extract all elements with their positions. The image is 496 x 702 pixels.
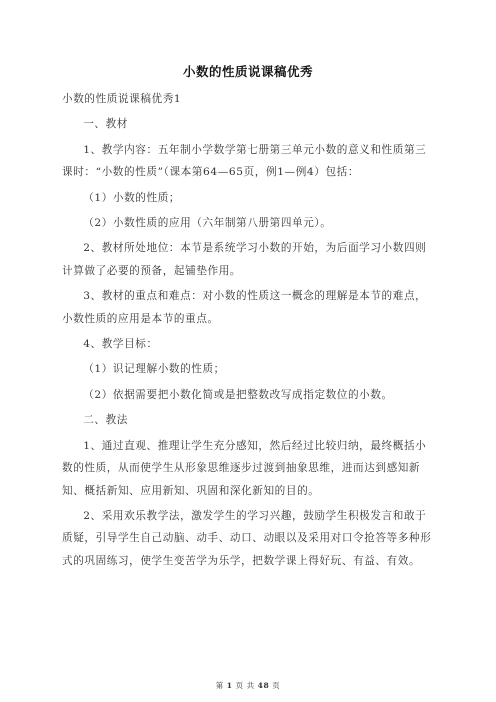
page-footer xyxy=(0,680,496,691)
paragraph: 1、通过直观、推理让学生充分感知，然后经过比较归纳，最终概括小数的性质，从而使学生从形象思维逐步过渡到抽象思维，进而达到感知新知、概括新知、应用新知、巩固和深化新知的目的。 xyxy=(62,439,427,497)
footer-page-number: 1 xyxy=(226,681,233,690)
paragraph: 3、教材的重点和难点：对小数的性质这一概念的理解是本节的难点，小数性质的应用是本节的重点。 xyxy=(62,290,427,325)
footer-total-pages: 48 xyxy=(257,681,270,690)
paragraph: 2、教材所处地位：本节是系统学习小数的开始，为后面学习小数四则计算做了必要的预备，起铺垫作用。 xyxy=(62,242,427,277)
paragraph: 一、教材 xyxy=(83,118,128,131)
paragraph: （1）小数的性质； xyxy=(83,191,181,204)
footer-suffix: 页 xyxy=(272,681,281,690)
paragraph: （1）识记理解小数的性质； xyxy=(83,363,225,376)
paragraph: 小数的性质说课稿优秀1 xyxy=(62,93,182,105)
paragraph: 1、教学内容：五年制小学数学第七册第三单元小数的意义和性质第三课时：“小数的性质”（课本第64—65页，例1—例4）包括： xyxy=(62,143,427,179)
paragraph: （2）依据需要把小数化简或是把整数改写成指定数位的小数。 xyxy=(83,388,393,401)
document-title: 小数的性质说课稿优秀 xyxy=(182,64,313,79)
footer-middle: 页 共 xyxy=(235,681,255,690)
paragraph: 二、教法 xyxy=(83,414,128,427)
footer-prefix: 第 xyxy=(215,681,224,690)
paragraph: 2、采用欢乐教学法，激发学生的学习兴趣，鼓励学生积极发言和敢于质疑，引导学生自己动脑、动手、动口、动眼以及采用对口令抢答等多种形式的巩固练习，使学生变苦学为乐学，把数学课上得好玩、有益、有效。 xyxy=(62,509,432,567)
paragraph: 4、教学目标： xyxy=(83,338,158,351)
document-body xyxy=(62,88,434,572)
paragraph: （2）小数性质的应用（六年制第八册第四单元）。 xyxy=(83,217,332,230)
